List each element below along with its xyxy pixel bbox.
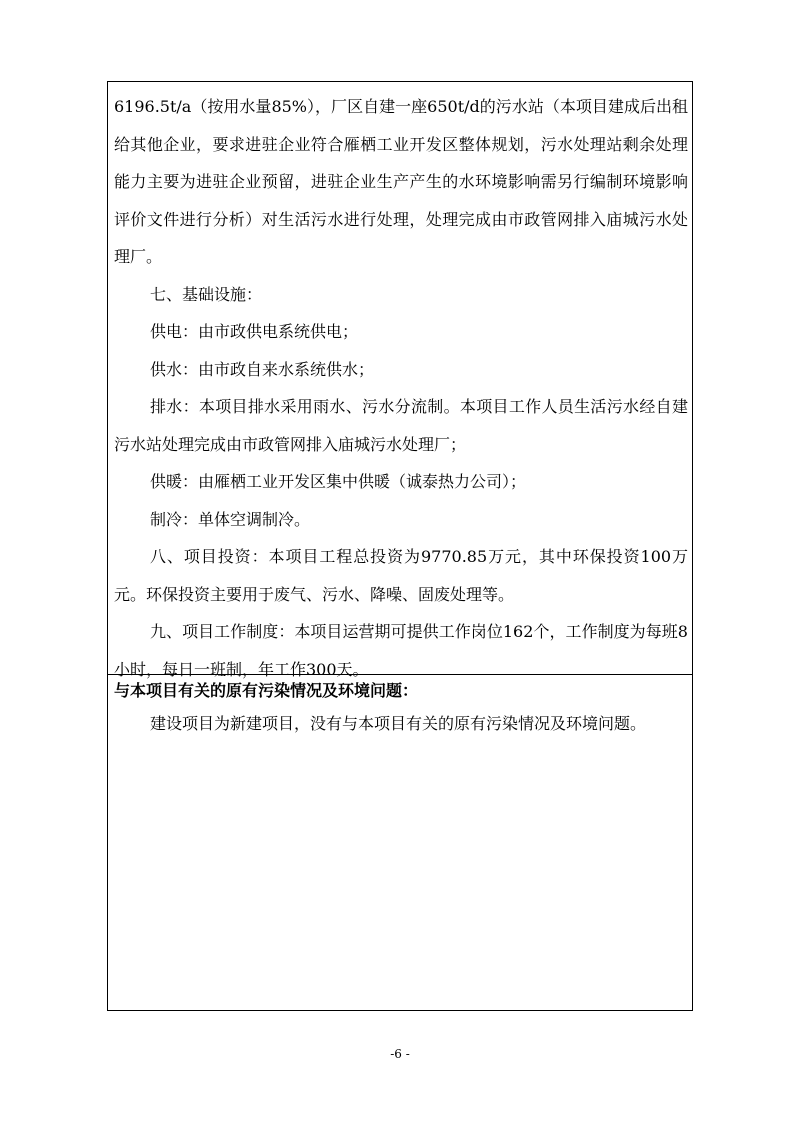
paragraph-cooling: 制冷：单体空调制冷。 — [150, 509, 311, 529]
heading-infrastructure: 七、基础设施： — [150, 284, 263, 304]
section-divider — [108, 674, 692, 675]
paragraph-work-schedule: 九、项目工作制度：本项目运营期可提供工作岗位162个，工作制度为每班8小时，每日一班制，年工作300天。 — [114, 622, 688, 679]
paragraph-existing-pollution: 建设项目为新建项目，没有与本项目有关的原有污染情况及环境问题。 — [150, 714, 647, 733]
paragraph-wastewater: 6196.5t/a（按用水量85%），厂区自建一座650t/d的污水站（本项目建成后出租给其他企业，要求进驻企业符合雁栖工业开发区整体规划，污水处理站剩余处理能力主要为进驻企业预留，进驻企业生产产生的水环境影响需另行编制环境影响评价文件进行分析）对生活污水进行处理，处理完成由市政管网排入庙城污水处理厂。 — [114, 97, 688, 266]
paragraph-drainage: 排水：本项目排水采用雨水、污水分流制。本项目工作人员生活污水经自建污水站处理完成由市政管网排入庙城污水处理厂； — [114, 397, 688, 454]
paragraph-power-supply: 供电：由市政供电系统供电； — [150, 322, 359, 341]
section-heading: 与本项目有关的原有污染情况及环境问题： — [114, 681, 419, 700]
page-number: -6 - — [390, 1047, 410, 1061]
document-table — [107, 81, 693, 1011]
paragraph-heating: 供暖：由雁栖工业开发区集中供暖（诚泰热力公司）； — [150, 472, 527, 491]
existing-pollution-section — [114, 677, 688, 743]
paragraph-water-supply: 供水：由市政自来水系统供水； — [150, 359, 375, 379]
project-description-section — [114, 88, 688, 688]
paragraph-investment: 八、项目投资：本项目工程总投资为9770.85万元，其中环保投资100万元。环保投资主要用于废气、污水、降噪、固废处理等。 — [114, 547, 688, 604]
